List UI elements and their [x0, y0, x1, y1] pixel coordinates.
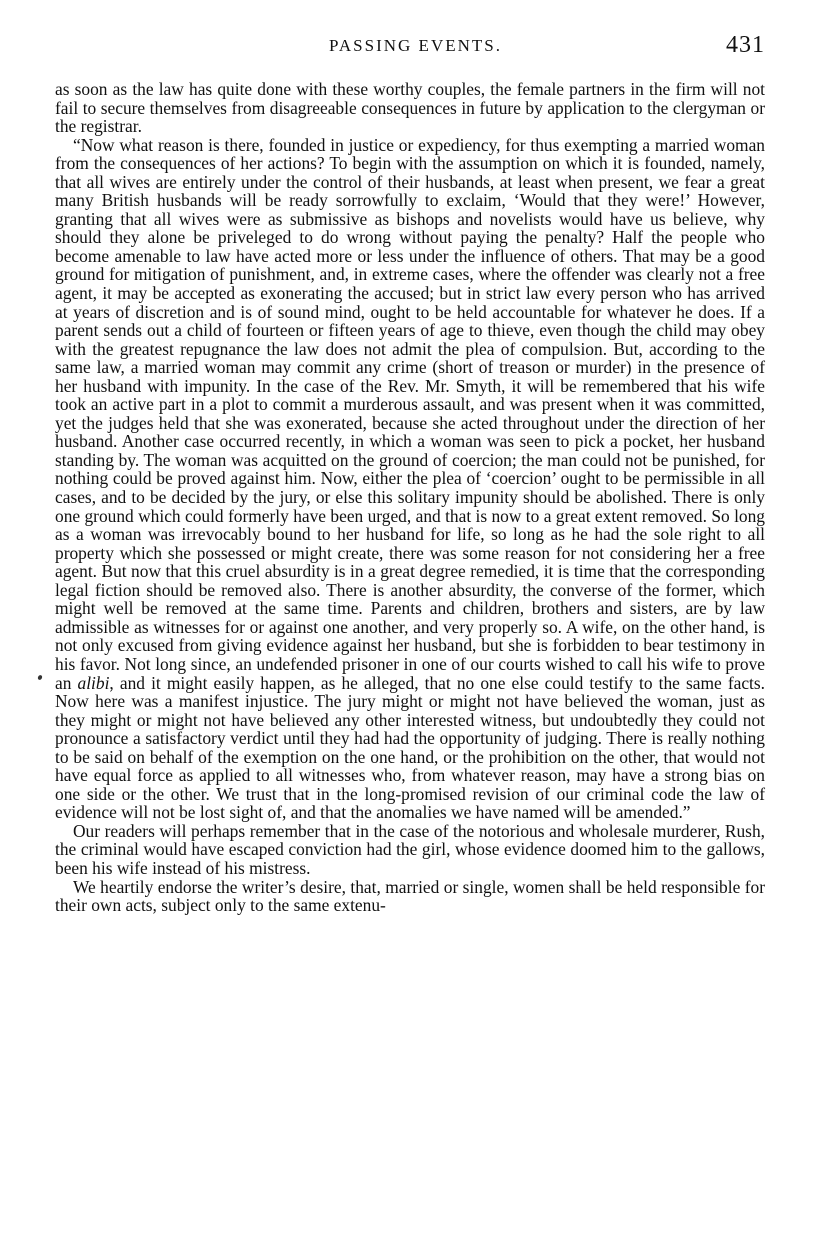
body-text: [55, 80, 765, 915]
paragraph-text: We heartily endorse the writer’s desire, that, married or single, women shall be held responsible for their own acts, subject only to the same extenu-: [55, 876, 765, 916]
paragraph-text: as soon as the law has quite done with these worthy couples, the female partners in the firm will not fail to secure themselves from disagreeable consequences in future by application to the clergyman or the registrar.: [55, 79, 765, 137]
running-head: [0, 34, 831, 64]
running-title: PASSING EVENTS.: [329, 36, 502, 55]
paragraph-rush-case: [55, 822, 765, 878]
margin-ink-mark: [37, 674, 43, 680]
page-number: 431: [726, 32, 765, 58]
paragraph-text: Our readers will perhaps remember that in the case of the notorious and wholesale murderer, Rush, the criminal would have escaped conviction had the girl, whose evidence doomed him to the gallows, been his wife instead of his mistress.: [55, 820, 765, 878]
paragraph-text-after: , and it might easily happen, as he alleged, that no one else could testify to the same facts. Now here was a manifest injustice. The jury might or might not have believed the woman, just as they might or might not have believed any other interested witness, but undoubtedly they could not pronounce a satisfactory verdict until they had had the opportunity of judging. There is really nothing to be said on behalf of the exemption on the one hand, or the prohibition on the other, that would not have equal force as applied to all witnesses who, from whatever reason, may have a strong bias on one side or the other. We trust that in the long-promised revision of our criminal code the law of evidence will not be lost sight of, and that the anomalies we have named will be amended.”: [55, 672, 765, 823]
paragraph-quotation: [55, 136, 765, 822]
paragraph-continuation: [55, 80, 765, 136]
italic-term: alibi: [77, 672, 110, 693]
paragraph-endorsement: [55, 878, 765, 915]
paragraph-text-before: “Now what reason is there, founded in justice or expediency, for thus exempting a married woman from the consequences of her actions? To begin with the assumption on which it is founded, namely, that all wives are entirely under the control of their husbands, at least when present, we fear a great many British husbands will be ready sorrowfully to exclaim, ‘Would that they were!’ However, granting that all wives were as submissive as bishops and novelists would have us believe, why should they alone be priveleged to do wrong without paying the penalty? Half the people who become amenable to law have acted more or less under the influence of others. That may be a good ground for mitigation of punishment, and, in extreme cases, where the offender was clearly not a free agent, it may be accepted as exonerating the accused; but in strict law every person who has arrived at years of discretion and is of sound mind, ought to be held accountable for whatever he does. If a parent sends out a child of fourteen or fifteen years of age to thieve, even though the child may obey with the greatest repugnance the law does not admit the plea of compulsion. But, according to the same law, a married woman may commit any crime (short of treason or murder) in the presence of her husband with impunity. In the case of the Rev. Mr. Smyth, it will be remembered that his wife took an active part in a plot to commit a murderous assault, and was present when it was committed, yet the judges held that she was exonerated, because she acted throughout under the direction of her husband. Another case occurred recently, in which a woman was seen to pick a pocket, her husband standing by. The woman was acquitted on the ground of coercion; the man could not be punished, for nothing could be proved against him. Now, either the plea of ‘coercion’ ought to be permissible in all cases, and to be decided by the jury, or else this solitary impunity should be abolished. There is only one ground which could formerly have been urged, and that is now to a great extent removed. So long as a woman was irrevocably bound to her husband for life, so long as he had the sole right to all property which she possessed or might create, there was some reason for not considering her a free agent. But now that this cruel absurdity is in a great degree remedied, it is time that the corresponding legal fiction should be removed also. There is another absurdity, the converse of the former, which might well be removed at the same time. Parents and children, brothers and sisters, are by law admissible as witnesses for or against one another, and very properly so. A wife, on the other hand, is not only excused from giving evidence against her husband, but she is forbidden to bear testimony in his favor. Not long since, an undefended prisoner in one of our courts wished to call his wife to prove an: [55, 134, 765, 693]
